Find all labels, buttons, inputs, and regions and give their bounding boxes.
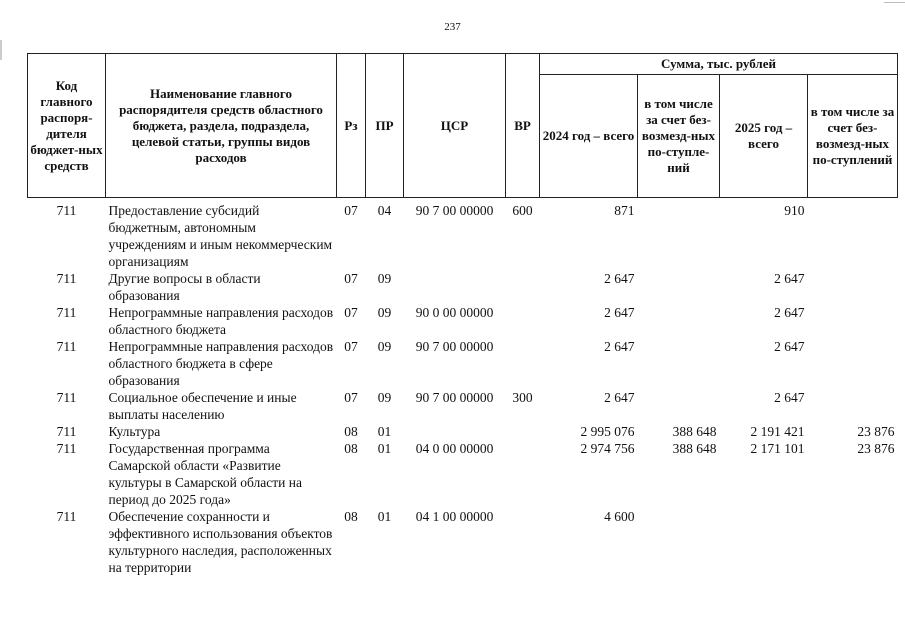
cell-vr: 300 bbox=[512, 390, 533, 405]
cell-2024-grants bbox=[638, 270, 720, 304]
cell-rz: 07 bbox=[344, 203, 358, 218]
cell-2024-grants: 388 648 bbox=[672, 424, 717, 439]
cell-2025-total: 2 647 bbox=[774, 339, 805, 354]
cell-csr: 90 7 00 00000 bbox=[415, 203, 494, 218]
cell-code: 711 bbox=[56, 305, 77, 320]
cell-pr: 09 bbox=[377, 305, 392, 320]
cell-vr bbox=[506, 338, 540, 389]
cell-vr bbox=[506, 270, 540, 304]
table-row bbox=[28, 389, 898, 423]
table-row bbox=[28, 304, 898, 338]
cell-vr bbox=[506, 508, 540, 576]
cell-2024-grants bbox=[638, 304, 720, 338]
cell-2025-grants bbox=[808, 389, 898, 423]
cell-2025-grants bbox=[808, 270, 898, 304]
header-2024-total: 2024 год – всего bbox=[540, 75, 638, 198]
header-pr: ПР bbox=[366, 54, 404, 198]
cell-code: 711 bbox=[56, 271, 77, 286]
cell-2025-grants: 23 876 bbox=[857, 424, 895, 439]
header-vr: ВР bbox=[506, 54, 540, 198]
cell-name: Социальное обеспечение и иные выплаты населению bbox=[108, 390, 297, 422]
cell-rz: 08 bbox=[344, 441, 358, 456]
table-row bbox=[28, 198, 898, 271]
cell-csr: 04 0 00 00000 bbox=[415, 441, 494, 456]
cell-code: 711 bbox=[56, 509, 77, 524]
budget-table bbox=[27, 53, 898, 576]
header-code: Код главного распоря-дителя бюджет-ных средств bbox=[28, 54, 106, 198]
table-row bbox=[28, 270, 898, 304]
cell-2024-total: 2 647 bbox=[604, 390, 635, 405]
cell-rz: 07 bbox=[344, 305, 358, 320]
cell-2024-grants bbox=[638, 389, 720, 423]
cell-name: Непрограммные направления расходов областного бюджета в сфере образования bbox=[108, 339, 334, 388]
cell-2025-total: 2 647 bbox=[774, 390, 805, 405]
cell-code: 711 bbox=[56, 390, 77, 405]
cell-2024-grants: 388 648 bbox=[672, 441, 717, 456]
cell-2024-total: 2 974 756 bbox=[580, 441, 635, 456]
header-sum: Сумма, тыс. рублей bbox=[540, 54, 898, 75]
table-row bbox=[28, 508, 898, 576]
cell-rz: 07 bbox=[344, 390, 358, 405]
cell-2025-grants bbox=[808, 198, 898, 271]
cell-name: Предоставление субсидий бюджетным, автономным учреждениям и иным некоммерческим организациям bbox=[108, 203, 333, 269]
cell-2025-grants bbox=[808, 338, 898, 389]
cell-vr: 600 bbox=[512, 203, 533, 218]
scan-left-edge bbox=[0, 40, 2, 60]
table-row bbox=[28, 338, 898, 389]
cell-csr bbox=[404, 270, 506, 304]
table-header bbox=[28, 54, 898, 198]
table-row bbox=[28, 423, 898, 440]
cell-vr bbox=[506, 304, 540, 338]
page-number: 237 bbox=[444, 21, 461, 33]
cell-2024-grants bbox=[638, 508, 720, 576]
cell-2025-grants bbox=[808, 304, 898, 338]
cell-rz: 08 bbox=[344, 509, 358, 524]
cell-2025-total: 2 647 bbox=[774, 305, 805, 320]
cell-pr: 01 bbox=[377, 424, 392, 439]
cell-2024-total: 2 647 bbox=[604, 339, 635, 354]
cell-2024-total: 4 600 bbox=[604, 509, 635, 524]
cell-2025-total bbox=[720, 508, 808, 576]
cell-code: 711 bbox=[56, 339, 77, 354]
cell-rz: 08 bbox=[344, 424, 358, 439]
header-2025-grants: в том числе за счет без-возмезд-ных по-ступлений bbox=[808, 75, 898, 198]
header-2025-total: 2025 год – всего bbox=[720, 75, 808, 198]
cell-csr bbox=[404, 423, 506, 440]
header-rz: Рз bbox=[337, 54, 366, 198]
cell-2024-total: 871 bbox=[614, 203, 635, 218]
cell-2024-total: 2 647 bbox=[604, 305, 635, 320]
cell-csr: 90 0 00 00000 bbox=[415, 305, 494, 320]
cell-code: 711 bbox=[56, 441, 77, 456]
cell-name: Государственная программа Самарской области «Развитие культуры в Самарской области на период до 2025 года» bbox=[108, 441, 302, 507]
cell-vr bbox=[506, 423, 540, 440]
table-body bbox=[28, 198, 898, 577]
cell-code: 711 bbox=[56, 203, 77, 218]
cell-pr: 09 bbox=[377, 339, 392, 354]
cell-rz: 07 bbox=[344, 339, 358, 354]
cell-2025-total: 2 647 bbox=[774, 271, 805, 286]
table-row bbox=[28, 440, 898, 508]
cell-name: Непрограммные направления расходов областного бюджета bbox=[108, 305, 334, 337]
header-name: Наименование главного распорядителя средств областного бюджета, раздела, подраздела, целевой статьи, группы видов расходов bbox=[106, 54, 337, 198]
cell-csr: 04 1 00 00000 bbox=[415, 509, 494, 524]
cell-name: Обеспечение сохранности и эффективного использования объектов культурного наследия, расположенных на территории bbox=[108, 509, 333, 575]
cell-code: 711 bbox=[56, 424, 77, 439]
cell-csr: 90 7 00 00000 bbox=[415, 390, 494, 405]
header-2024-grants: в том числе за счет без-возмезд-ных по-ступле-ний bbox=[638, 75, 720, 198]
cell-2024-total: 2 647 bbox=[604, 271, 635, 286]
cell-2025-grants bbox=[808, 508, 898, 576]
cell-rz: 07 bbox=[344, 271, 358, 286]
cell-name: Другие вопросы в области образования bbox=[108, 271, 261, 303]
cell-name: Культура bbox=[108, 424, 161, 439]
cell-2024-grants bbox=[638, 198, 720, 271]
cell-pr: 01 bbox=[377, 441, 392, 456]
cell-pr: 04 bbox=[377, 203, 392, 218]
cell-csr: 90 7 00 00000 bbox=[415, 339, 494, 354]
header-csr: ЦСР bbox=[404, 54, 506, 198]
cell-2025-grants: 23 876 bbox=[857, 441, 895, 456]
scan-edge-mark bbox=[884, 2, 905, 3]
cell-vr bbox=[506, 440, 540, 508]
cell-pr: 09 bbox=[377, 390, 392, 405]
cell-2025-total: 2 171 101 bbox=[750, 441, 805, 456]
cell-2024-total: 2 995 076 bbox=[580, 424, 635, 439]
cell-pr: 01 bbox=[377, 509, 392, 524]
cell-2025-total: 2 191 421 bbox=[750, 424, 805, 439]
cell-pr: 09 bbox=[377, 271, 392, 286]
cell-2025-total: 910 bbox=[784, 203, 805, 218]
cell-2024-grants bbox=[638, 338, 720, 389]
